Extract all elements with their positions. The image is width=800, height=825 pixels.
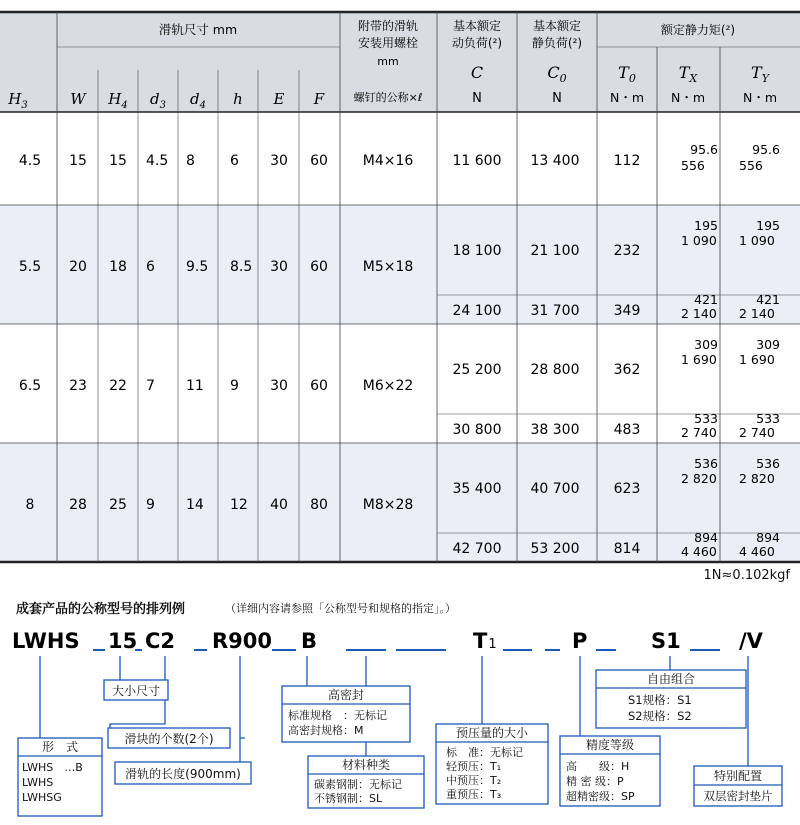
header-moment-unit: N・m <box>742 90 778 105</box>
cell-TX-line2: 2 740 <box>681 425 717 440</box>
box-seal-line2: 高密封规格：M <box>288 724 364 737</box>
cell-TX-line1: 533 <box>694 411 718 426</box>
cell-C: 11 600 <box>452 153 502 169</box>
cell-d3: 7 <box>146 378 155 394</box>
cell-C0: 38 300 <box>530 422 580 438</box>
cell-bolt: M4×16 <box>362 153 414 169</box>
cell-bolt: M6×22 <box>362 378 414 394</box>
box-form-line2: LWHS <box>22 776 54 789</box>
box-form-title: 形 式 <box>41 740 79 754</box>
cell-TY-line2: 1 690 <box>739 352 775 367</box>
cell-C: 35 400 <box>452 481 502 497</box>
cell-d4: 14 <box>186 497 204 513</box>
box-form-line3: LWHSG <box>22 791 62 804</box>
code-series: LWHS <box>12 629 80 653</box>
cell-TX-line1: 536 <box>694 456 718 471</box>
box-size: 大小尺寸 <box>111 684 161 698</box>
cell-TX-line2: 4 460 <box>681 544 717 559</box>
header-moment-symbol-T0: $T_0$ <box>618 63 636 85</box>
cell-E: 30 <box>270 153 288 169</box>
cell-TY-line2: 556 <box>739 158 763 173</box>
cell-TY-line1: 894 <box>756 530 780 545</box>
header-dim-H4: $H_4$ <box>108 90 128 111</box>
cell-TX-line2: 2 140 <box>681 306 717 321</box>
cell-W: 20 <box>69 259 87 275</box>
box-combo-line2: S2规格：S2 <box>628 709 692 723</box>
header-bolt-line2: 安装用螺栓 <box>357 36 419 50</box>
cell-C: 18 100 <box>452 243 502 259</box>
cell-bolt: M5×18 <box>362 259 414 275</box>
cell-F: 80 <box>310 497 328 513</box>
header-moment-unit: N・m <box>609 90 645 105</box>
cell-H4: 18 <box>109 259 127 275</box>
cell-T0: 112 <box>613 153 641 169</box>
cell-d3: 6 <box>146 259 155 275</box>
cell-W: 23 <box>69 378 87 394</box>
header-stat-symbol: $C_0$ <box>547 63 567 85</box>
header-dim-d3: $d_3$ <box>150 90 166 111</box>
cell-T0: 232 <box>613 243 641 259</box>
cell-T0: 483 <box>613 422 641 438</box>
header-moment-symbol-TY: $T_Y$ <box>751 63 769 85</box>
cell-W: 28 <box>69 497 87 513</box>
cell-E: 40 <box>270 497 288 513</box>
cell-TY-line1: 533 <box>756 411 780 426</box>
cell-H3: 8 <box>25 497 35 513</box>
header-dyn-line2: 动负荷(²) <box>451 36 503 50</box>
box-material-line2: 不锈钢制：SL <box>314 792 383 805</box>
cell-C: 25 200 <box>452 362 502 378</box>
cell-TY-line2: 2 140 <box>739 306 775 321</box>
header-moment-symbol-TX: $T_X$ <box>678 63 698 85</box>
cell-d4: 11 <box>186 378 204 394</box>
box-preload-line3: 中预压：T₂ <box>446 774 502 787</box>
box-combo-title: 自由组合 <box>646 672 696 686</box>
header-dim-d4: $d_4$ <box>190 90 206 111</box>
cell-H3: 6.5 <box>18 378 42 394</box>
header-stat-line1: 基本额定 <box>532 19 582 33</box>
box-preload-line2: 轻预压：T₁ <box>446 760 502 773</box>
cell-TX-line1: 195 <box>694 218 718 233</box>
header-dim-F: F <box>313 90 325 108</box>
box-seal-title: 高密封 <box>327 688 365 702</box>
cell-H3: 4.5 <box>18 153 42 169</box>
header-dyn-line1: 基本额定 <box>452 19 502 33</box>
box-blocks: 滑块的个数(2个) <box>124 732 214 746</box>
box-accuracy-line2: 精 密 级：P <box>566 775 624 788</box>
example-note: （详细内容请参照「公称型号和规格的指定」。） <box>225 602 456 615</box>
header-dim-h: h <box>233 90 243 108</box>
box-form-line1: LWHS …B <box>22 761 83 774</box>
cell-H4: 22 <box>109 378 127 394</box>
cell-W: 15 <box>69 153 87 169</box>
cell-TY-line2: 2 740 <box>739 425 775 440</box>
cell-TX-line1: 309 <box>694 337 718 352</box>
cell-C: 24 100 <box>452 303 502 319</box>
cell-TY-line1: 95.6 <box>752 142 780 157</box>
cell-E: 30 <box>270 259 288 275</box>
code-rail-length: R900 <box>212 629 273 653</box>
box-special-line1: 双层密封垫片 <box>703 789 773 803</box>
cell-h: 8.5 <box>230 259 253 275</box>
cell-h: 6 <box>230 153 239 169</box>
cell-TX-line2: 2 820 <box>681 471 717 486</box>
box-accuracy-line1: 高 级：H <box>566 760 630 773</box>
header-rail-dims: 滑轨尺寸 mm <box>158 22 238 37</box>
cell-H4: 25 <box>109 497 127 513</box>
code-accuracy: P <box>572 629 588 653</box>
cell-TY-line2: 2 820 <box>739 471 775 486</box>
cell-H3: 5.5 <box>18 259 42 275</box>
cell-d4: 9.5 <box>186 259 209 275</box>
header-stat-unit: N <box>552 91 562 106</box>
box-seal-line1: 标准规格 ：无标记 <box>288 709 387 722</box>
box-accuracy-line3: 超精密级：SP <box>566 790 635 803</box>
cell-T0: 814 <box>613 541 641 557</box>
cell-F: 60 <box>310 378 328 394</box>
header-moment: 额定静力矩(²) <box>660 23 736 37</box>
code-combination: S1 <box>651 629 681 653</box>
cell-TX-line1: 421 <box>694 292 718 307</box>
header-bolt-line1: 附带的滑轨 <box>357 19 419 33</box>
box-special-title: 特别配置 <box>713 769 763 783</box>
box-preload-line1: 标 准：无标记 <box>446 746 523 759</box>
code-preload: T1 <box>473 629 497 653</box>
cell-TX-line2: 1 690 <box>681 352 717 367</box>
code-special: /V <box>739 629 763 653</box>
box-material-line1: 碳素钢制：无标记 <box>314 778 402 791</box>
header-bolt-sub: 螺钉的公称×ℓ <box>353 91 423 104</box>
box-accuracy-title: 精度等级 <box>585 738 635 752</box>
cell-TX-line2: 556 <box>681 158 705 173</box>
example-title: 成套产品的公称型号的排列例 <box>16 602 186 617</box>
cell-C0: 21 100 <box>530 243 580 259</box>
header-dyn-symbol: C <box>470 63 484 82</box>
header-dyn-unit: N <box>472 91 482 106</box>
cell-E: 30 <box>270 378 288 394</box>
cell-C0: 53 200 <box>530 541 580 557</box>
cell-TX-line2: 1 090 <box>681 233 717 248</box>
header-dim-E: E <box>273 90 285 108</box>
box-preload-line4: 重预压：T₃ <box>446 788 502 801</box>
cell-T0: 362 <box>613 362 641 378</box>
header-dim-W: W <box>70 90 86 108</box>
box-preload-title: 预压量的大小 <box>455 726 529 740</box>
unit-footnote: 1N≈0.102kgf <box>703 568 790 583</box>
cell-bolt: M8×28 <box>362 497 414 513</box>
cell-d3: 4.5 <box>146 153 169 169</box>
cell-TY-line1: 195 <box>756 218 780 233</box>
cell-h: 12 <box>230 497 248 513</box>
box-rail-length: 滑轨的长度(900mm) <box>125 767 241 781</box>
cell-TY-line1: 536 <box>756 456 780 471</box>
cell-C0: 40 700 <box>530 481 580 497</box>
cell-d3: 9 <box>146 497 155 513</box>
code-blocks: C2 <box>145 629 176 653</box>
cell-T0: 349 <box>613 303 641 319</box>
cell-F: 60 <box>310 259 328 275</box>
cell-d4: 8 <box>186 153 195 169</box>
cell-TX-line1: 95.6 <box>690 142 718 157</box>
cell-T0: 623 <box>613 481 641 497</box>
model-code-diagram <box>0 620 800 825</box>
header-moment-unit: N・m <box>670 90 706 105</box>
cell-C: 30 800 <box>452 422 502 438</box>
header-bolt-unit: mm <box>377 55 399 68</box>
box-combo-line1: S1规格：S1 <box>628 693 692 707</box>
cell-C0: 31 700 <box>530 303 580 319</box>
cell-TY-line2: 1 090 <box>739 233 775 248</box>
cell-H4: 15 <box>109 153 127 169</box>
box-material-title: 材料种类 <box>341 758 391 772</box>
cell-C0: 28 800 <box>530 362 580 378</box>
cell-C0: 13 400 <box>530 153 580 169</box>
cell-TY-line2: 4 460 <box>739 544 775 559</box>
cell-TY-line1: 309 <box>756 337 780 352</box>
cell-TY-line1: 421 <box>756 292 780 307</box>
cell-C: 42 700 <box>452 541 502 557</box>
cell-F: 60 <box>310 153 328 169</box>
header-stat-line2: 静负荷(²) <box>531 36 583 50</box>
code-size: 15 <box>108 629 138 653</box>
code-seal: B <box>301 629 318 653</box>
cell-h: 9 <box>230 378 239 394</box>
header-dim-H3: $H_3$ <box>8 90 28 111</box>
cell-TX-line1: 894 <box>694 530 718 545</box>
